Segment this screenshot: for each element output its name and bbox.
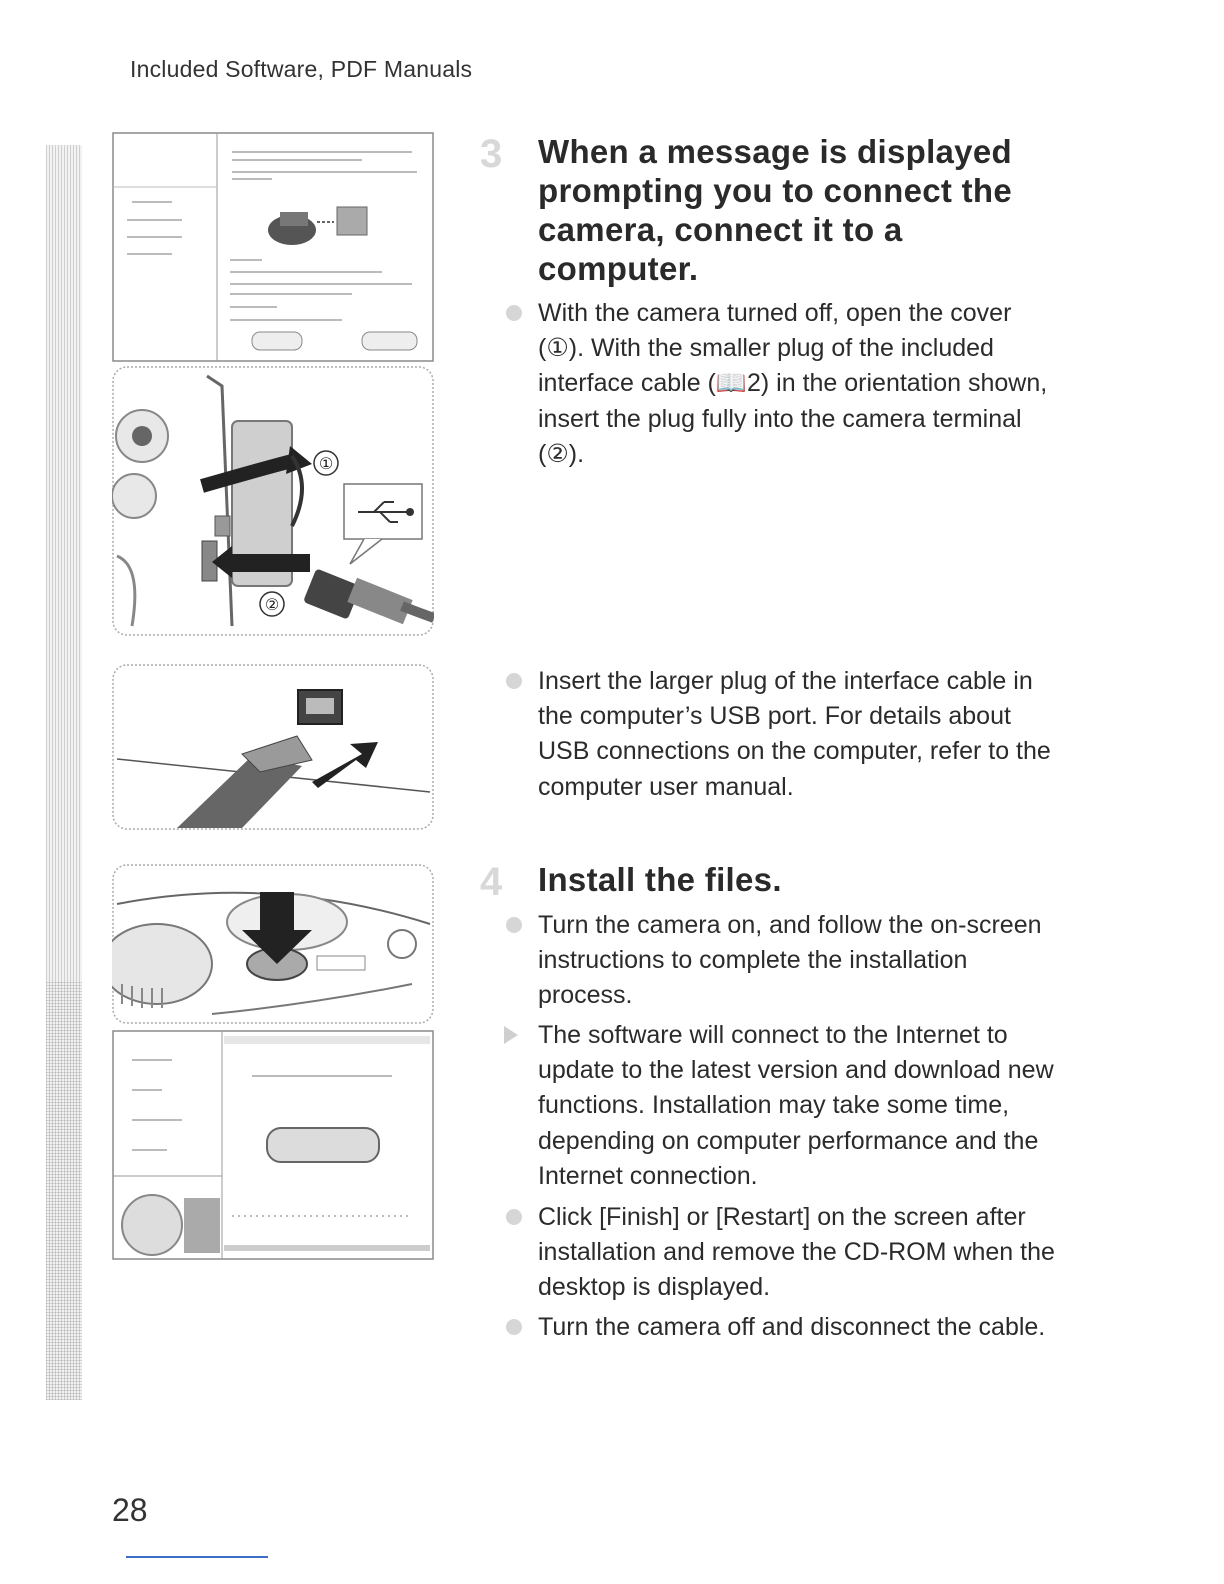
- step-3-bullet-2: [538, 664, 1058, 805]
- step-3-number: 3: [480, 132, 503, 176]
- step-4-bullet-4-text: Turn the camera off and disconnect the cable.: [538, 1313, 1046, 1341]
- step-3-title: When a message is displayed prompting you to connect the camera, connect it to a computer.: [538, 133, 1013, 287]
- step-4-bullet-1-text: Turn the camera on, and follow the on-screen instructions to complete the installation process.: [538, 911, 1042, 1010]
- bullet-dot-icon: [506, 1209, 522, 1225]
- power-button-figure: [112, 864, 434, 1024]
- step-4-bullet-3: [538, 1200, 1058, 1306]
- step-4-bullet-2-text: The software will connect to the Internet to update to the latest version and download new functions. Installation may take some time, depending on computer performance and the Internet connection.: [538, 1021, 1054, 1190]
- chapter-tab-bar: [46, 145, 82, 1400]
- callout-1-label: ①: [318, 454, 334, 473]
- step-4: [480, 860, 1080, 1400]
- step-4-title: Install the files.: [538, 861, 782, 898]
- running-header: Included Software, PDF Manuals: [130, 56, 473, 82]
- page-number-underline: [126, 1556, 268, 1558]
- step-3-bullet-2-text: Insert the larger plug of the interface cable in the computer’s USB port. For details about USB connections on the computer, refer to the computer user manual.: [538, 667, 1051, 801]
- page-number: 28: [112, 1492, 148, 1528]
- step-4-bullet-2: [538, 1018, 1058, 1194]
- step-3-bullet-1-text: With the camera turned off, open the cover (①). With the smaller plug of the included interface cable (📖2) in the orientation shown, insert the plug fully into the camera terminal (②).: [538, 299, 1048, 468]
- bullet-dot-icon: [506, 305, 522, 321]
- usb-port-figure: [112, 664, 434, 830]
- step-4-number: 4: [480, 860, 503, 904]
- step-3: [480, 132, 1080, 832]
- callout-2-label: ②: [264, 595, 280, 614]
- bullet-dot-icon: [506, 1319, 522, 1335]
- result-arrow-icon: [504, 1026, 518, 1044]
- bullet-dot-icon: [506, 673, 522, 689]
- camera-terminal-figure: [112, 366, 434, 636]
- bullet-dot-icon: [506, 917, 522, 933]
- step-4-bullet-1: [538, 908, 1058, 1014]
- install-complete-figure: [112, 1030, 434, 1260]
- step-4-bullet-3-text: Click [Finish] or [Restart] on the screen after installation and remove the CD-ROM when the desktop is displayed.: [538, 1203, 1055, 1302]
- step-4-bullet-4: [538, 1310, 1058, 1345]
- connect-dialog-figure: [112, 132, 434, 362]
- step-3-bullet-1: [538, 296, 1058, 472]
